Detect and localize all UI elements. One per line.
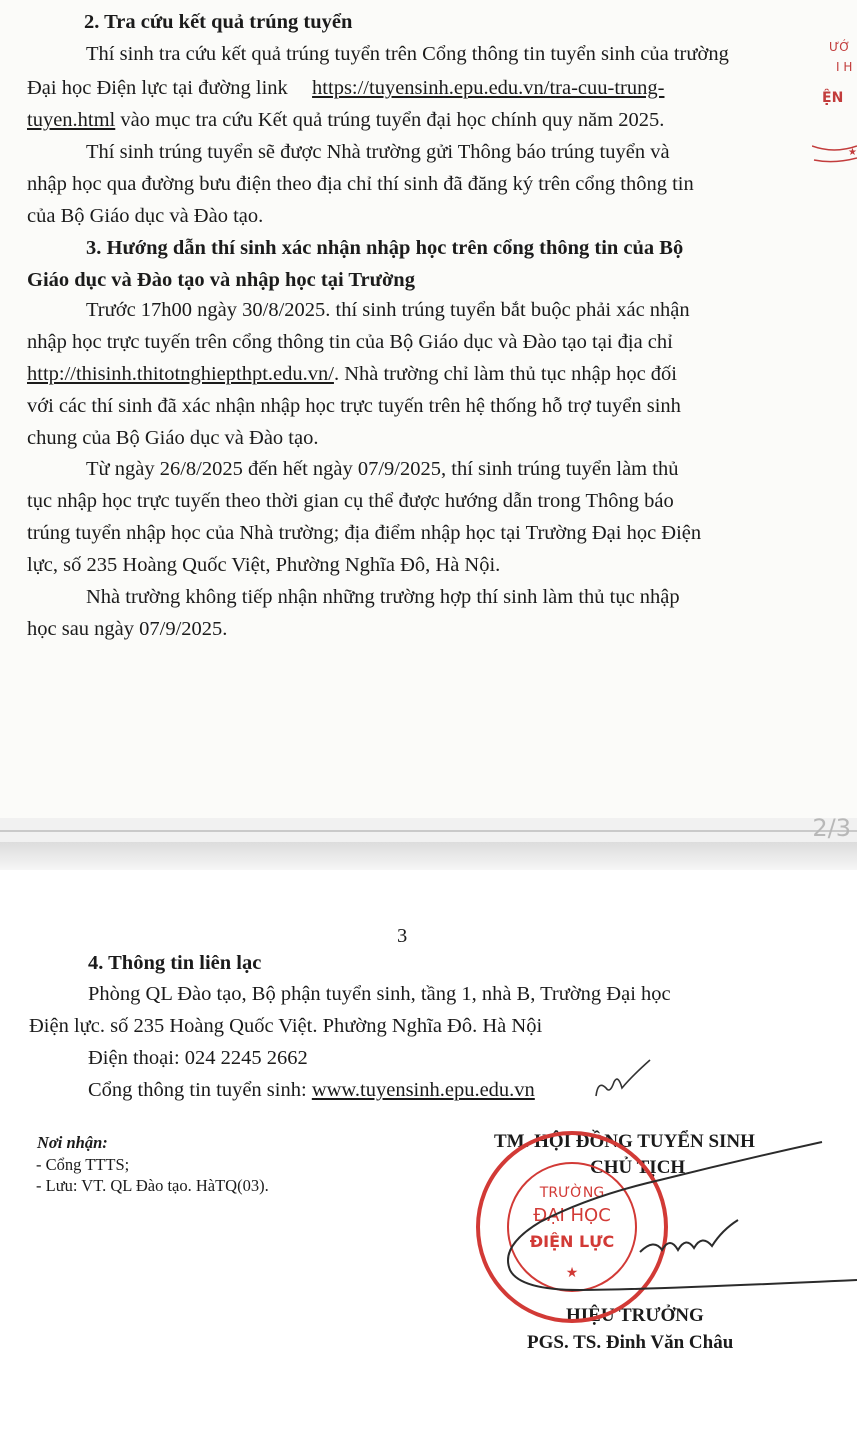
paragraph-line: học sau ngày 07/9/2025.	[27, 618, 228, 640]
signer-title: HIỆU TRƯỞNG	[566, 1305, 704, 1326]
paragraph-line: Trước 17h00 ngày 30/8/2025. thí sinh trúng tuyển bắt buộc phải xác nhận	[86, 299, 690, 321]
paragraph-line: nhập học trực tuyến trên cổng thông tin của Bộ Giáo dục và Đào tạo tại địa chỉ	[27, 331, 673, 353]
contact-line: Điện lực. số 235 Hoàng Quốc Việt. Phường Nghĩa Đô. Hà Nội	[29, 1015, 543, 1037]
svg-text:★: ★	[848, 147, 857, 158]
paragraph-line: nhập học qua đường bưu điện theo địa chỉ thí sinh đã đăng ký trên cổng thông tin	[27, 173, 694, 195]
margin-seal-fragment	[812, 138, 857, 164]
paragraph-line: của Bộ Giáo dục và Đào tạo.	[27, 205, 264, 227]
page-gap-shadow	[0, 842, 857, 870]
portal-line	[88, 1080, 535, 1101]
paragraph-text: vào mục tra cứu Kết quả trúng tuyển đại học chính quy năm 2025.	[120, 109, 665, 131]
section-2-heading: 2. Tra cứu kết quả trúng tuyển	[84, 11, 353, 33]
margin-fragment: ƯỚ	[829, 40, 851, 54]
paragraph-line: Từ ngày 26/8/2025 đến hết ngày 07/9/2025, thí sinh trúng tuyển làm thủ	[86, 458, 679, 480]
recipient-item: - Lưu: VT. QL Đào tạo. HàTQ(03).	[36, 1176, 269, 1195]
recipient-item: - Cổng TTTS;	[36, 1155, 130, 1174]
result-lookup-link-cont[interactable]: tuyen.html	[27, 109, 116, 131]
page-number: 3	[397, 925, 408, 947]
paragraph-text: Đại học Điện lực tại đường link	[27, 77, 288, 99]
paragraph-line: trúng tuyển nhập học của Nhà trường; địa điểm nhập học tại Trường Đại học Điện	[27, 522, 702, 544]
margin-fragment: I H	[836, 60, 853, 74]
contact-line: Phòng QL Đào tạo, Bộ phận tuyển sinh, tầng 1, nhà B, Trường Đại học	[88, 983, 671, 1005]
svg-text:★: ★	[565, 1265, 579, 1281]
recipients-title: Nơi nhận:	[37, 1133, 108, 1152]
page-indicator: 2/3	[812, 814, 851, 842]
signature	[440, 1140, 857, 1300]
portal-link[interactable]: www.tuyensinh.epu.edu.vn	[311, 1079, 535, 1101]
page-divider	[0, 830, 857, 832]
signing-organization: TM. HỘI ĐỒNG TUYỂN SINH	[494, 1131, 755, 1152]
section-4-heading: 4. Thông tin liên lạc	[88, 952, 262, 974]
signing-role: CHỦ TỊCH	[590, 1157, 686, 1178]
initial-mark	[592, 1058, 652, 1104]
paragraph-line	[27, 78, 664, 99]
portal-label: Cổng thông tin tuyển sinh:	[88, 1079, 307, 1101]
margin-fragment: ỆN	[822, 90, 844, 106]
paragraph-line	[27, 364, 677, 385]
svg-text:TRƯỜNG: TRƯỜNG	[539, 1185, 605, 1201]
signer-name: PGS. TS. Đinh Văn Châu	[527, 1332, 734, 1353]
paragraph-line: với các thí sinh đã xác nhận nhập học trực tuyến trên hệ thống hỗ trợ tuyển sinh	[27, 395, 681, 417]
paragraph-line	[27, 110, 664, 131]
svg-text:ĐẠI HỌC: ĐẠI HỌC	[533, 1205, 611, 1226]
svg-text:ĐIỆN LỰC: ĐIỆN LỰC	[529, 1232, 615, 1251]
section-3-heading: 3. Hướng dẫn thí sinh xác nhận nhập học trên cổng thông tin của Bộ	[86, 237, 684, 259]
paragraph-line: Thí sinh tra cứu kết quả trúng tuyển trên Cổng thông tin tuyển sinh của trường	[86, 43, 729, 65]
confirm-enrollment-link[interactable]: http://thisinh.thitotnghiepthpt.edu.vn/	[27, 363, 334, 385]
phone-line: Điện thoại: 024 2245 2662	[88, 1047, 308, 1069]
paragraph-line: lực, số 235 Hoàng Quốc Việt, Phường Nghĩa Đô, Hà Nội.	[27, 554, 501, 576]
section-3-heading-cont: Giáo dục và Đào tạo và nhập học tại Trường	[27, 269, 415, 291]
paragraph-line: tục nhập học trực tuyến theo thời gian cụ thể được hướng dẫn trong Thông báo	[27, 490, 674, 512]
page-separator	[0, 814, 857, 870]
paragraph-line: Nhà trường không tiếp nhận những trường hợp thí sinh làm thủ tục nhập	[86, 586, 680, 608]
result-lookup-link[interactable]: https://tuyensinh.epu.edu.vn/tra-cuu-trung-	[312, 77, 665, 99]
paragraph-line: chung của Bộ Giáo dục và Đào tạo.	[27, 427, 319, 449]
paragraph-text: . Nhà trường chỉ làm thủ tục nhập học đối	[333, 363, 677, 385]
paragraph-line: Thí sinh trúng tuyển sẽ được Nhà trường gửi Thông báo trúng tuyển và	[86, 141, 670, 163]
